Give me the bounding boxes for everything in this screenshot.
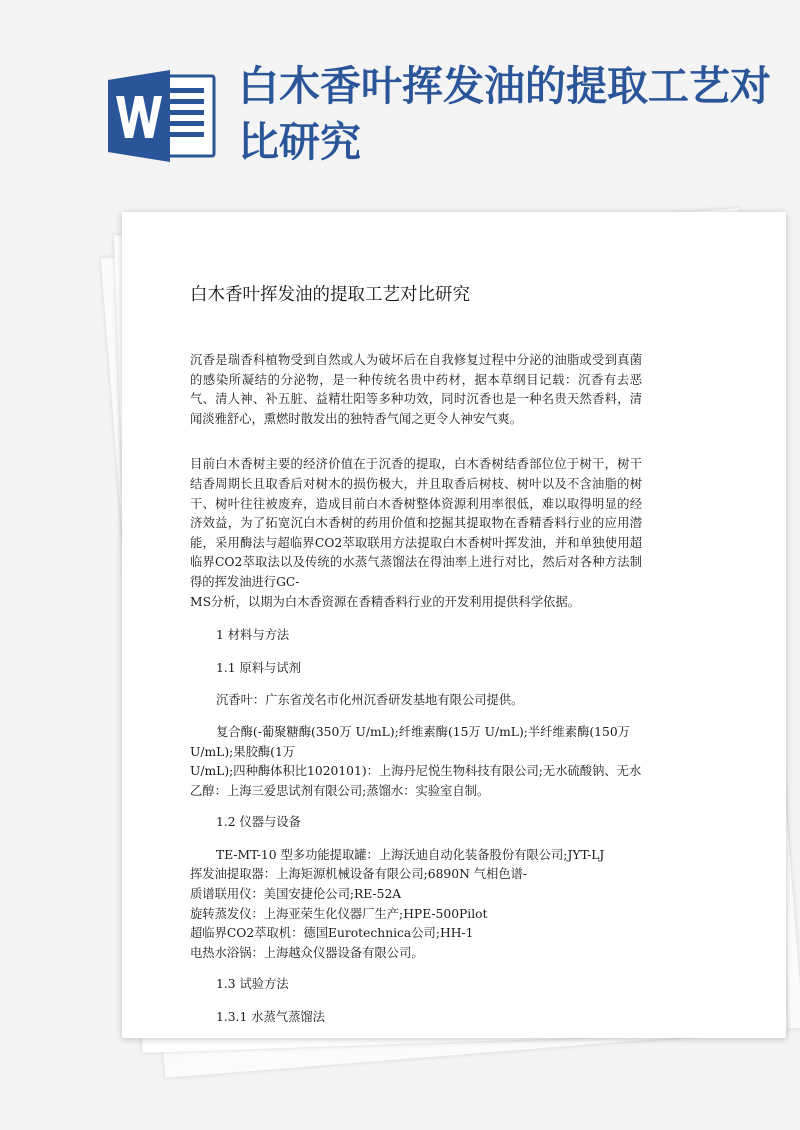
section-heading: 1 材料与方法 <box>216 628 290 643</box>
equipment-item <box>190 846 642 964</box>
paragraph-text: 旋转蒸发仪：上海亚荣生化仪器厂生产;HPE-500Pilot <box>190 906 488 921</box>
section-heading: 1.3.1 水蒸气蒸馏法 <box>216 1010 325 1025</box>
section-heading: 1.3 试验方法 <box>216 977 289 992</box>
paragraph-text: TE-MT-10 型多功能提取罐：上海沃迪自动化装备股份有限公司;JYT-LJ <box>216 847 605 862</box>
section-heading: 1.1 原料与试剂 <box>216 660 301 675</box>
header-title: 白木香叶挥发油的提取工艺对比研究 <box>238 62 771 166</box>
document-title: 白木香叶挥发油的提取工艺对比研究 <box>190 285 470 305</box>
paragraph-text: 目前白木香树主要的经济价值在于沉香的提取，白木香树结香部位位于树干，树干结香周期长且取香后对树木的损伤极大，并且取香后树枝、树叶以及不含油脂的树干、树叶往往被废弃，造成目前白木香树整体资源利用率很低，难以取得明显的经济效益，为了拓宽沉白木香树的药用价值和挖掘其提取物在香精香料行业的应用潜能，采用酶法与超临界CO2萃取联用方法提取白木香树叶挥发油，并和单独使用超临界CO2萃取法以及传统的水蒸气蒸馏法在得油率上进行对比，然后对各种方法制得的挥发油进行GC- <box>190 457 642 589</box>
reagent-item <box>190 723 642 801</box>
intro-paragraph: 沉香是瑞香科植物受到自然或人为破坏后在自我修复过程中分泌的油脂或受到真菌的感染所凝结的分泌物，是一种传统名贵中药材，据本草纲目记载：沉香有去恶气、清人神、补五脏、益精壮阳等多种功效，同时沉香也是一种名贵天然香料，清闻淡雅舒心，熏燃时散发出的独特香气闻之更令人神安气爽。 <box>190 353 642 426</box>
paragraph-text: U/mL);四种酶体积比1020101)：上海丹尼悦生物科技有限公司;无水硫酸钠、无水乙醇：上海三爱思试剂有限公司;蒸馏水：实验室自制。 <box>190 764 642 798</box>
section-heading: 1.2 仪器与设备 <box>216 815 301 830</box>
paragraph-text: 质谱联用仪：美国安捷伦公司;RE-52A <box>190 887 402 902</box>
paragraph-text: U/mL);果胶酶(1万 <box>190 744 296 759</box>
paragraph-text: 挥发油提取器：上海矩源机械设备有限公司;6890N 气相色谱- <box>190 867 528 882</box>
background-paragraph <box>190 455 642 612</box>
paragraph-text: 电热水浴锅：上海越众仪器设备有限公司。 <box>190 945 424 960</box>
word-document-icon <box>108 70 216 162</box>
paragraph-text: 复合酶(-葡聚糖酶(350万 U/mL);纤维素酶(15万 U/mL);半纤维素酶(150万 <box>216 724 630 739</box>
document-body <box>190 282 642 1041</box>
paragraph-text: MS分析，以期为白木香资源在香精香料行业的开发利用提供科学依据。 <box>190 594 580 609</box>
paragraph-text: 超临界CO2萃取机：德国Eurotechnica公司;HH-1 <box>190 926 474 941</box>
material-item: 沉香叶：广东省茂名市化州沉香研发基地有限公司提供。 <box>216 693 524 708</box>
